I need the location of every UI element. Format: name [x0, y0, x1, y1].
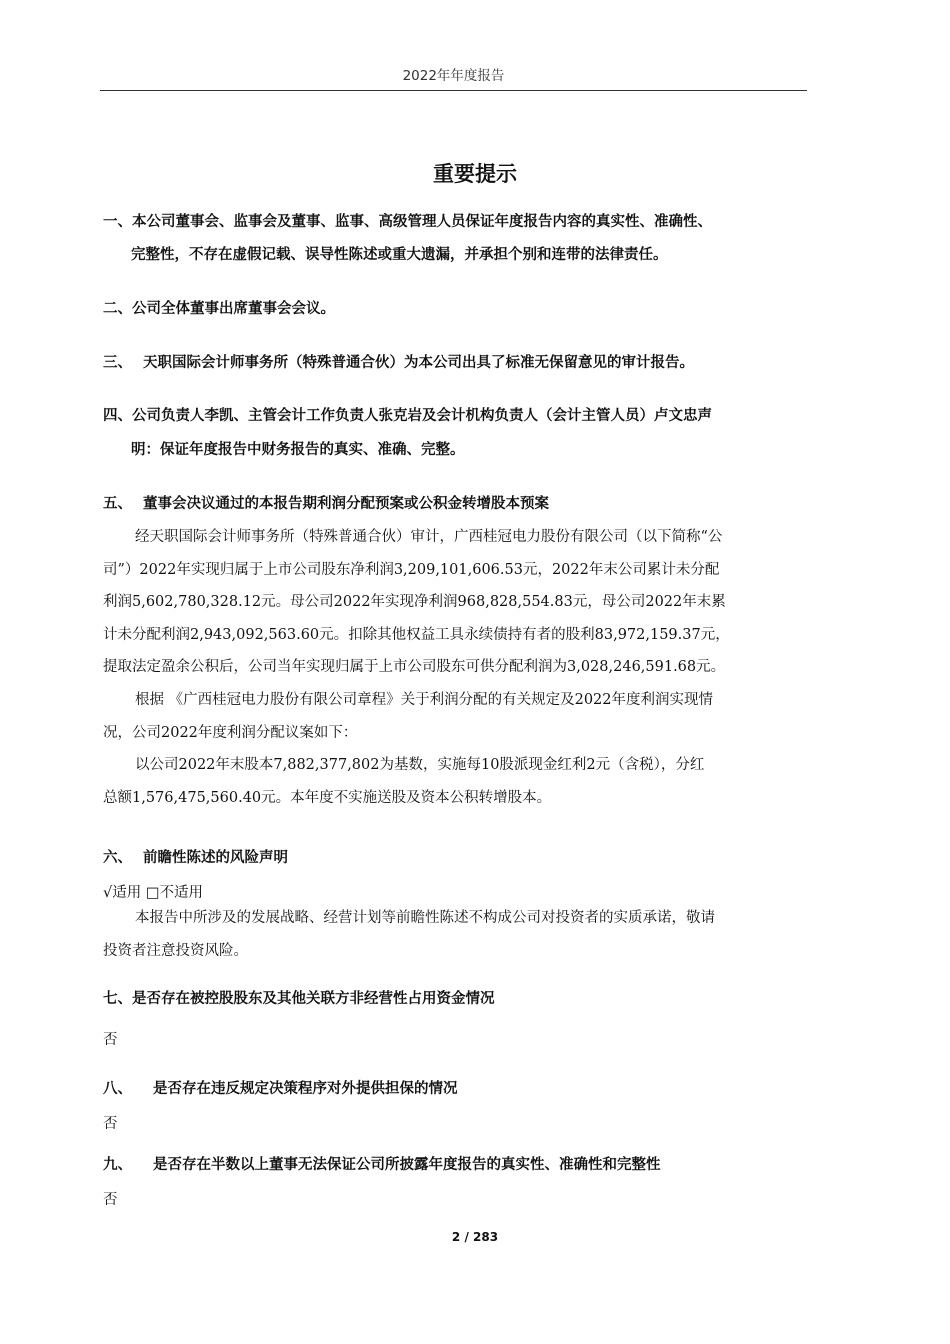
section-4-number: 四、 [103, 408, 132, 424]
section-7-heading [103, 981, 495, 1017]
s5-p1-line-5: 提取法定盈余公积后，公司当年实现归属于上市公司股东可供分配利润为3,028,246,591.68元。 [103, 659, 726, 675]
section-5-paragraph-3 [103, 749, 806, 814]
s5-p2-line-1: 根据 《广西桂冠电力股份有限公司章程》关于利润分配的有关规定及2022年度利润实现情 [135, 692, 714, 708]
section-1-line1: 本公司董事会、监事会及董事、监事、高级管理人员保证年度报告内容的真实性、准确性、 [132, 214, 712, 230]
section-8-number: 八、 [103, 1081, 132, 1097]
s5-p1-line-2: 司”）2022年实现归属于上市公司股东净利润3,209,101,606.53元，2022年末公司累计未分配 [103, 561, 720, 578]
section-7-line1: 是否存在被控股股东及其他关联方非经营性占用资金情况 [132, 991, 495, 1007]
section-9-line1: 是否存在半数以上董事无法保证公司所披露年度报告的真实性、准确性和完整性 [153, 1157, 661, 1173]
section-1-line2: 完整性，不存在虚假记载、误导性陈述或重大遗漏，并承担个别和连带的法律责任。 [131, 247, 668, 263]
section-8-heading [103, 1071, 458, 1107]
section-3-heading [103, 345, 694, 381]
section-2-heading [103, 291, 335, 327]
section-5-paragraph-2 [103, 684, 806, 749]
section-5-paragraph-1 [103, 521, 806, 684]
section-1-number: 一、 [103, 214, 132, 230]
section-6-number: 六、 [103, 850, 132, 866]
section-5-number: 五、 [103, 496, 132, 512]
s6-line-2: 投资者注意投资风险。 [103, 942, 248, 959]
section-5-heading [103, 486, 549, 522]
s5-p1-line-3: 利润5,602,780,328.12元。母公司2022年实现净利润968,828,554.83元，母公司2022年末累 [103, 594, 726, 610]
section-1-heading [103, 204, 712, 240]
s5-p1-line-1: 经天职国际会计师事务所（特殊普通合伙）审计，广西桂冠电力股份有限公司（以下简称“公 [135, 529, 723, 545]
section-8-line1: 是否存在违反规定决策程序对外提供担保的情况 [153, 1081, 458, 1097]
section-9-number: 九、 [103, 1157, 132, 1173]
section-7-answer: 否 [103, 1032, 118, 1048]
section-5-line1: 董事会决议通过的本报告期利润分配预案或公积金转增股本预案 [143, 496, 549, 512]
s5-p3-line-2: 总额1,576,475,560.40元。本年度不实施送股及资本公积转增股本。 [103, 789, 552, 806]
section-6-line1: 前瞻性陈述的风险声明 [143, 850, 288, 866]
page-title: 重要提示 [433, 162, 517, 186]
applicability-checkbox-line: √适用 □不适用 [103, 885, 204, 901]
section-2-number: 二、 [103, 301, 132, 317]
s6-line-1: 本报告中所涉及的发展战略、经营计划等前瞻性陈述不构成公司对投资者的实质承诺，敬请 [135, 910, 715, 926]
section-3-number: 三、 [103, 355, 132, 371]
section-6-paragraph [103, 902, 806, 967]
s5-p1-line-4: 计未分配利润2,943,092,563.60元。扣除其他权益工具永续债持有者的股利83,972,159.37元， [103, 626, 730, 643]
section-9-heading [103, 1147, 661, 1183]
section-7-number: 七、 [103, 991, 132, 1007]
page-header: 2022年年度报告 [100, 64, 807, 91]
page-number: 2 / 283 [451, 1230, 499, 1244]
section-8-answer: 否 [103, 1116, 118, 1132]
s5-p3-line-1: 以公司2022年末股本7,882,377,802为基数，实施每10股派现金红利2元（含税），分红 [135, 757, 705, 773]
section-3-line1: 天职国际会计师事务所（特殊普通合伙）为本公司出具了标准无保留意见的审计报告。 [143, 355, 694, 371]
section-4-line2: 明：保证年度报告中财务报告的真实、准确、完整。 [131, 442, 465, 458]
s5-p2-line-2: 况，公司2022年度利润分配议案如下： [103, 724, 358, 741]
section-9-answer: 否 [103, 1192, 118, 1208]
section-6-heading [103, 840, 288, 876]
section-4-line1: 公司负责人李凯、主管会计工作负责人张克岩及会计机构负责人（会计主管人员）卢文忠声 [132, 408, 712, 424]
section-4-heading [103, 398, 712, 434]
section-2-line1: 公司全体董事出席董事会会议。 [132, 301, 335, 317]
